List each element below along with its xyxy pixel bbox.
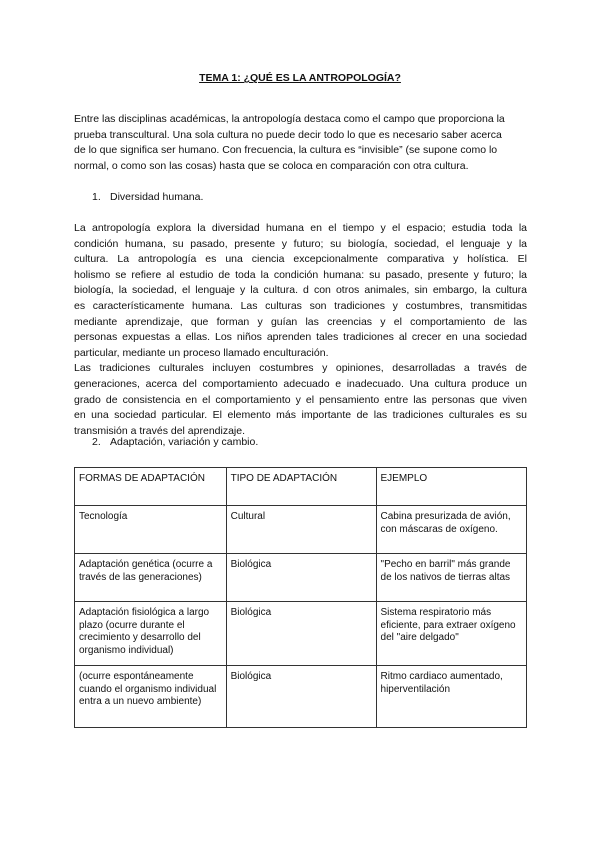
text-line: prueba transcultural. Una sola cultura no puede decir todo lo que es necesario saber acerca — [74, 128, 502, 141]
header-cell: TIPO DE ADAPTACIÓN — [226, 468, 376, 506]
table-cell: Biológica — [226, 666, 376, 728]
text-line: condición humana, su pasado, presente y futuro; su biología, sociedad, el lenguaje y la — [74, 237, 527, 250]
adaptation-table — [74, 467, 527, 728]
table-cell: Ritmo cardiaco aumentado, hiperventilación — [376, 666, 526, 728]
text-line: biología, la sociedad, el lenguaje y la cultura. d con otros animales, sin embargo, la cultura — [74, 284, 527, 297]
text-line: transmisión a través del aprendizaje. — [74, 424, 246, 437]
table-cell: Biológica — [226, 554, 376, 602]
table-cell: "Pecho en barril" más grande de los nativos de tierras altas — [376, 554, 526, 602]
table-cell: Tecnología — [75, 506, 227, 554]
table-row — [75, 602, 527, 666]
section-label: Diversidad humana. — [110, 191, 204, 203]
list-number: 2. — [92, 436, 101, 448]
header-cell: EJEMPLO — [376, 468, 526, 506]
text-line: grado de consistencia en el comportamiento y el pensamiento entre las personas que viven — [74, 393, 527, 406]
text-line: La antropología explora la diversidad humana en el tiempo y el espacio; estudia toda la — [74, 222, 527, 234]
table-cell: (ocurre espontáneamente cuando el organismo individual entra a un nuevo ambiente) — [75, 666, 227, 728]
text-line: mediante aprendizaje, que forman y guían las creencias y el comportamiento de las — [74, 315, 527, 328]
table-cell: Sistema respiratorio más eficiente, para extraer oxígeno del "aire delgado" — [376, 602, 526, 666]
section-heading-2 — [92, 436, 258, 448]
text-line: generaciones, acerca del comportamiento adecuado e inadecuado. Una cultura produce un — [74, 377, 527, 390]
text-line: particular, mediante un proceso llamado enculturación. — [74, 346, 329, 359]
table-cell: Cabina presurizada de avión, con máscaras de oxígeno. — [376, 506, 526, 554]
document-title: TEMA 1: ¿QUÉ ES LA ANTROPOLOGÍA? — [199, 72, 401, 84]
table-row — [75, 554, 527, 602]
list-number: 1. — [92, 191, 101, 203]
table-row — [75, 506, 527, 554]
body-paragraph — [74, 221, 527, 439]
text-line: Entre las disciplinas académicas, la antropología destaca como el campo que proporciona la — [74, 113, 505, 125]
text-line: holismo se refiere al estudio de toda la condición humana: su pasado, presente y futuro; la — [74, 268, 527, 281]
text-line: normal, o como son las cosas) hasta que se coloca en comparación con otra cultura. — [74, 159, 469, 172]
text-line: es característicamente humana. Las culturas son tradiciones y costumbres, transmitidas — [74, 299, 527, 312]
text-line: en una sociedad particular. El elemento más importante de las tradiciones culturales es su — [74, 409, 527, 422]
section-heading-1 — [92, 191, 203, 203]
intro-paragraph — [74, 112, 527, 174]
table-cell: Biológica — [226, 602, 376, 666]
text-line: cultura. La antropología es una ciencia excepcionalmente comparativa y holística. El — [74, 253, 527, 266]
table-row — [75, 666, 527, 728]
header-cell: FORMAS DE ADAPTACIÓN — [75, 468, 227, 506]
table-cell: Adaptación fisiológica a largo plazo (ocurre durante el crecimiento y desarrollo del organismo individual) — [75, 602, 227, 666]
table-cell: Cultural — [226, 506, 376, 554]
table-header-row — [75, 468, 527, 506]
table-cell: Adaptación genética (ocurre a través de las generaciones) — [75, 554, 227, 602]
text-line: Las tradiciones culturales incluyen costumbres y opiniones, desarrolladas a través de — [74, 362, 527, 375]
text-line: de lo que significa ser humano. Con frecuencia, la cultura es “invisible” (se supone como lo — [74, 144, 498, 157]
text-line: personas expuestas a ellas. Los niños aprenden tales tradiciones al crecer en una sociedad — [74, 331, 527, 344]
section-label: Adaptación, variación y cambio. — [110, 436, 259, 448]
